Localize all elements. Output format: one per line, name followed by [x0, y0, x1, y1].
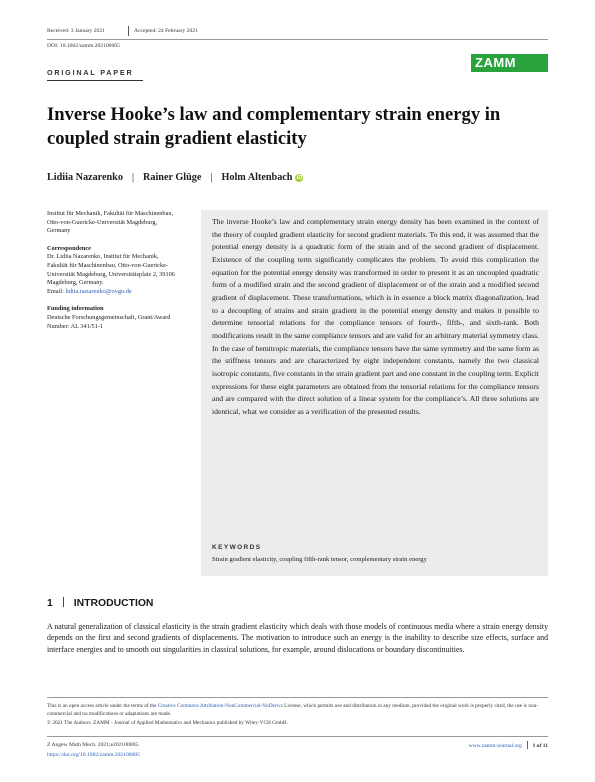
correspondence-address: Dr. Lidiia Nazarenko, Institut für Mechanik, Fakultät für Maschinenbau, Otto-von-Guericke-Universität Magdeburg, Universitätsplatz 2, 39106 Magdeburg, Germany.	[47, 253, 175, 287]
license-link[interactable]: Creative Commons Attribution-NonCommercial-NoDerivs	[157, 703, 283, 709]
paper-title: Inverse Hooke’s law and complementary strain energy in coupled strain gradient elasticity	[47, 104, 501, 149]
footer-rule	[47, 736, 548, 737]
footer-page-info	[469, 741, 548, 749]
license-text: License, which permits use and distribution in any medium, provided the original work is properly cited, the use is non-commercial and no modifications or adaptations are made.	[47, 703, 539, 718]
author-separator: |	[131, 172, 134, 183]
paper-type-underline	[47, 80, 143, 81]
footer-citation	[47, 741, 140, 761]
journal-citation: Z Angew Math Mech. 2021;e202100005.	[47, 742, 140, 748]
correspondence-heading: Correspondence	[47, 244, 91, 252]
footer-separator	[527, 741, 528, 749]
section-title: INTRODUCTION	[73, 598, 154, 609]
doi: DOI: 10.1002/zamm.202100005	[47, 43, 120, 49]
author-name[interactable]: Rainer Glüge	[143, 172, 202, 183]
affiliation: Institut für Mechanik, Fakultät für Maschinenbau, Otto-von-Guericke-Universität Magdeburg, Germany	[47, 210, 174, 235]
correspondence-block	[47, 245, 175, 297]
intro-paragraph: A natural generalization of classical elasticity is the strain gradient elasticity which deals with those models of continuous media where a strain energy density depends on the first and second gradients of displacements. The motivation to introduce such an energy is the inability to describe size effects, surface and interface energies and to smooth out singularities in classical solutions, for example, around dislocations or boundary discontinuities.	[47, 622, 548, 654]
copyright-text: © 2021 The Authors. ZAMM - Journal of Applied Mathematics and Mechanics published by Wiley-VCH GmbH.	[47, 719, 288, 726]
license-notice	[47, 702, 548, 727]
email-line	[47, 288, 175, 297]
author-separator: |	[210, 172, 213, 183]
email-label: Email:	[47, 287, 64, 295]
abstract-text: The inverse Hooke’s law and complementary strain energy density has been examined in the context of the theory of coupled gradient elasticity for second gradient materials. To this end, it was assumed that the potential energy density is a quadratic form of the strain and of the second gradient of displacement. Existence of the coupling term significantly complicates the problem. To avoid this complication the equation for the potential energy density was transformed in order to present it as an uncoupled quadratic form of a modified strain and the second gradient of displacement or of the strain and a modified second gradient of displacement. These transformations, which is in essence a block matrix diagonalization, lead to a decoupling of strains and strain gradient in the potential energy density and makes it possible to determine tensorial relations for the compliance tensors of fourth-, fifth-, and sixth-rank. Both modifications result in the same compliance tensors and are valid for an arbitrary material symmetry class. In the case of hemitropic materials, the compliance tensors have the same symmetry and the same form as the stiffness tensors and are characterized by eight independent constants, namely the two classical isotropic constants, five constants in the strain gradient part and one constant in the coupling term. Explicit expressions for these eight parameters are obtained from the tensorial relations for the compliance tensors and are compared with the direct solution of a linear system for the compliance’s. All three solutions are identical, what we consider as a verification of the presented results.	[212, 217, 539, 416]
funding-block	[47, 305, 175, 331]
author-name[interactable]: Holm Altenbach	[221, 172, 293, 183]
doi-link[interactable]: https://doi.org/10.1002/zamm.202100005	[47, 751, 140, 758]
author-list	[47, 172, 303, 183]
paper-type: ORIGINAL PAPER	[47, 68, 134, 77]
journal-site-link[interactable]: www.zamm-journal.org	[468, 743, 522, 749]
orcid-icon[interactable]: iD	[296, 175, 303, 181]
license-rule	[47, 697, 548, 698]
funding-text: Deutsche Forschungsgemeinschaft, Grant/Award Number: AL 341/51-1	[47, 313, 171, 330]
accepted-date: Accepted: 24 February 2021	[134, 28, 198, 34]
journal-logo: ZAMM	[471, 54, 548, 72]
author-name[interactable]: Lidiia Nazarenko	[47, 172, 123, 183]
section-heading	[47, 597, 153, 609]
header-rule	[47, 39, 548, 40]
abstract-box	[201, 210, 548, 576]
license-text: This is an open access article under the terms of the	[47, 703, 158, 709]
keywords-heading: KEYWORDS	[212, 544, 262, 551]
received-date: Received: 3 January 2021	[47, 28, 105, 34]
section-number: 1	[47, 598, 53, 609]
keywords-list: Strain gradient elasticity, coupling fifth-rank tensor, complementary strain energy	[212, 556, 427, 563]
section-separator	[63, 597, 64, 607]
page-number: 1 of 11	[532, 743, 548, 749]
author-info-sidebar	[47, 210, 175, 340]
header-separator	[128, 26, 129, 36]
funding-heading: Funding information	[47, 305, 104, 313]
email-link[interactable]: lidiia.nazarenko@ovgu.de	[65, 287, 132, 295]
